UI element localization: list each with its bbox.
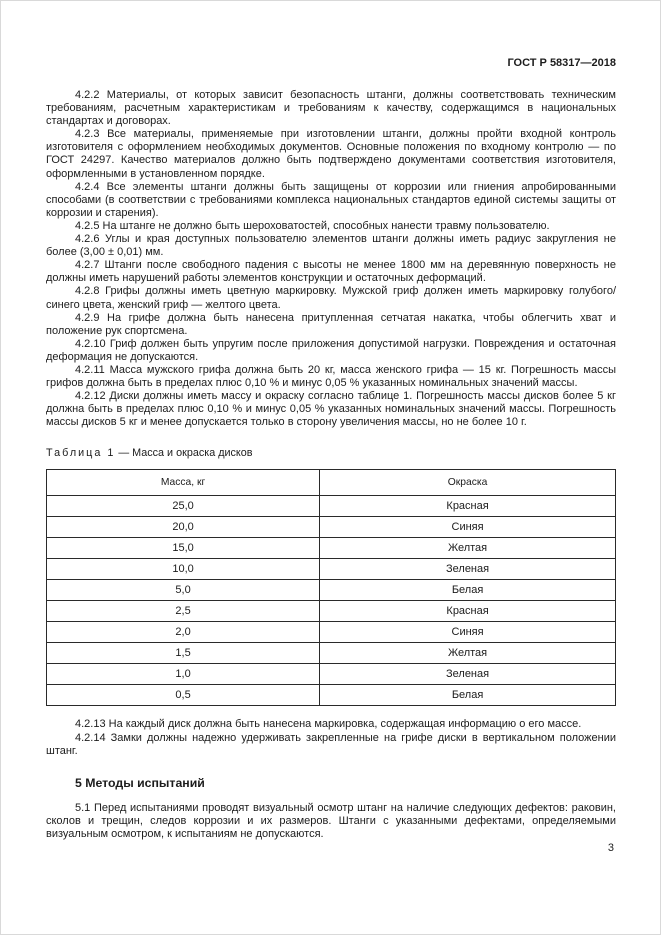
- table-row: [47, 517, 616, 538]
- table-cell: Желтая: [320, 538, 616, 559]
- paragraph: 5.1 Перед испытаниями проводят визуальный осмотр штанг на наличие следующих дефектов: раковин, сколов и трещин, следов коррозии и их размеров. Штанги с указанными дефектами, определяемыми визуальным осмотром, к испытаниям не допускаются.: [46, 801, 616, 840]
- paragraph: 4.2.9 На грифе должна быть нанесена притупленная сетчатая накатка, чтобы облегчить хват и положение рук спортсмена.: [46, 311, 616, 337]
- table-cell: Белая: [320, 580, 616, 601]
- paragraph: 4.2.7 Штанги после свободного падения с высоты не менее 1800 мм на деревянную поверхность не должны иметь нарушений работы элементов конструкции и остаточных деформаций.: [46, 259, 616, 285]
- table-header-row: [47, 470, 616, 496]
- table-cell: Синяя: [320, 517, 616, 538]
- table-cell: 1,0: [47, 664, 320, 685]
- paragraphs-section5: [46, 802, 616, 841]
- table-cell: Белая: [320, 685, 616, 706]
- table-body: [47, 496, 616, 706]
- paragraph: 4.2.12 Диски должны иметь массу и окраску согласно таблице 1. Погрешность массы дисков более 5 кг должна быть в пределах плюс 0,10 % и минус 0,05 % указанных номинальных значений массы. Погрешность массы дисков 5 кг и менее допускается только в сторону увеличения массы, но не более 10 г.: [46, 390, 616, 429]
- table-cell: 1,5: [47, 643, 320, 664]
- table-column-header: Масса, кг: [47, 470, 320, 496]
- paragraph: 4.2.4 Все элементы штанги должны быть защищены от коррозии или гниения апробированными способами (в соответствии с требованиями комплекса национальных стандартов единой системы защиты от коррозии и старения).: [46, 180, 616, 219]
- paragraph: 4.2.6 Углы и края доступных пользователю элементов штанги должны иметь радиус закругления не более (3,00 ± 0,01) мм.: [46, 233, 616, 259]
- paragraphs-requirements: [46, 89, 616, 429]
- section-5-heading: 5 Методы испытаний: [75, 775, 205, 790]
- table-caption: [46, 447, 616, 460]
- table-row: [47, 538, 616, 559]
- table-cell: 20,0: [47, 517, 320, 538]
- table-caption-title: — Масса и окраска дисков: [115, 447, 253, 460]
- table-cell: Красная: [320, 496, 616, 517]
- table-cell: 10,0: [47, 559, 320, 580]
- table-cell: Желтая: [320, 643, 616, 664]
- paragraph: 4.2.10 Гриф должен быть упругим после приложения допустимой нагрузки. Повреждения и остаточная деформация не допускаются.: [46, 337, 616, 363]
- paragraph: 4.2.2 Материалы, от которых зависит безопасность штанги, должны соответствовать техническим требованиям, расчетным характеристикам и требованиям к качеству, содержащимся в национальных стандартах и договорах.: [46, 89, 616, 128]
- page-content: [1, 1, 660, 841]
- page-number: 3: [607, 842, 614, 854]
- paragraph: 4.2.11 Масса мужского грифа должна быть 20 кг, масса женского грифа — 15 кг. Погрешность массы грифов должна быть в пределах плюс 0,10 % и минус 0,05 % указанных номинальных значений массы.: [46, 363, 616, 390]
- table-cell: Синяя: [320, 622, 616, 643]
- table-cell: 15,0: [47, 538, 320, 559]
- table-row: [47, 580, 616, 601]
- table-row: [47, 685, 616, 706]
- table-row: [47, 664, 616, 685]
- paragraph: 4.2.8 Грифы должны иметь цветную маркировку. Мужской гриф должен иметь маркировку голубого/синего цвета, женский гриф — желтого цвета.: [46, 285, 616, 311]
- table-row: [47, 559, 616, 580]
- paragraph: 4.2.3 Все материалы, применяемые при изготовлении штанги, должны пройти входной контроль изготовителя с оформлением необходимых документов. Основные положения по входному контролю — по ГОСТ 24297. Качество материалов должно быть подтверждено документами соответствия изготовителя, оформленными в установленном порядке.: [46, 128, 616, 180]
- paragraphs-after-table: [46, 718, 616, 757]
- table-caption-label: Таблица 1: [46, 447, 116, 460]
- paragraph: 4.2.14 Замки должны надежно удерживать закрепленные на грифе диски в вертикальном положении штанг.: [46, 731, 616, 757]
- table-cell: 2,5: [47, 601, 320, 622]
- table-row: [47, 643, 616, 664]
- table-cell: Зеленая: [320, 664, 616, 685]
- table-cell: Красная: [320, 601, 616, 622]
- doc-code-header: ГОСТ Р 58317—2018: [507, 57, 616, 69]
- table-cell: 5,0: [47, 580, 320, 601]
- table-cell: 25,0: [47, 496, 320, 517]
- table-row: [47, 622, 616, 643]
- table-cell: 2,0: [47, 622, 320, 643]
- table-row: [47, 601, 616, 622]
- table-cell: Зеленая: [320, 559, 616, 580]
- table-column-header: Окраска: [320, 470, 616, 496]
- paragraph: 4.2.13 На каждый диск должна быть нанесена маркировка, содержащая информацию о его массе.: [75, 718, 582, 731]
- mass-color-table: [46, 469, 616, 706]
- table-row: [47, 496, 616, 517]
- table-cell: 0,5: [47, 685, 320, 706]
- paragraph: 4.2.5 На штанге не должно быть шероховатостей, способных нанести травму пользователю.: [75, 219, 550, 232]
